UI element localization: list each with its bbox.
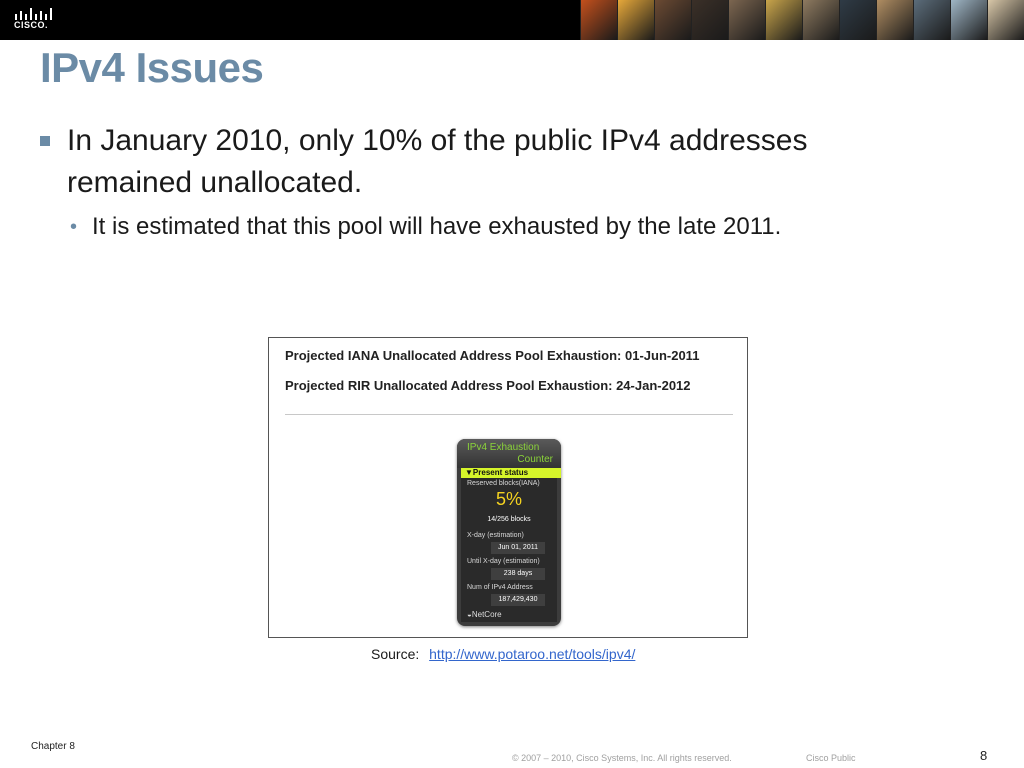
rir-projection: Projected RIR Unallocated Address Pool Exhaustion: 24-Jan-2012	[285, 378, 691, 393]
widget-title: IPv4 Exhaustion	[467, 442, 540, 453]
widget-subtitle: Counter	[517, 454, 553, 465]
square-bullet-icon	[40, 136, 50, 146]
banner-photo	[987, 0, 1024, 40]
divider	[285, 414, 733, 415]
banner-photo	[802, 0, 839, 40]
source-line	[371, 646, 635, 662]
widget-body	[461, 478, 557, 622]
widget-header	[457, 439, 561, 468]
reserved-blocks-label: Reserved blocks(IANA)	[467, 480, 540, 487]
slide-title: IPv4 Issues	[40, 44, 264, 91]
sub-bullet-text: It is estimated that this pool will have exhausted by the late 2011.	[92, 213, 782, 240]
source-link[interactable]: http://www.potaroo.net/tools/ipv4/	[429, 646, 636, 662]
page-number: 8	[980, 748, 988, 763]
source-label: Source:	[371, 646, 420, 662]
classification-label: Cisco Public	[806, 753, 856, 763]
iana-projection: Projected IANA Unallocated Address Pool Exhaustion: 01-Jun-2011	[285, 348, 700, 363]
banner-photo	[913, 0, 950, 40]
blocks-count: 14/256 blocks	[487, 516, 531, 523]
bullet-text: In January 2010, only 10% of the public IPv4 addresses remained unallocated.	[67, 124, 808, 199]
banner-photo	[765, 0, 802, 40]
banner-photo	[691, 0, 728, 40]
copyright-notice: © 2007 – 2010, Cisco Systems, Inc. All rights reserved.	[512, 753, 732, 763]
bullet-level-2	[70, 210, 970, 244]
num-address-value: 187,429,430	[491, 594, 545, 606]
banner-photo	[654, 0, 691, 40]
reserved-percent: 5%	[495, 489, 522, 509]
banner-photo	[839, 0, 876, 40]
xday-value: Jun 01, 2011	[491, 542, 545, 554]
banner-photo	[876, 0, 913, 40]
until-xday-label: Until X-day (estimation)	[467, 558, 540, 565]
ipv4-exhaustion-counter-widget	[457, 439, 561, 626]
netcore-brand: ◒NetCore	[467, 610, 502, 619]
logo-wordmark: CISCO.	[14, 20, 49, 30]
top-banner	[0, 0, 1024, 40]
banner-photo	[580, 0, 617, 40]
photo-strip	[580, 0, 1024, 40]
chapter-label: Chapter 8	[31, 741, 75, 752]
banner-photo	[728, 0, 765, 40]
num-address-label: Num of IPv4 Address	[467, 584, 533, 591]
netcore-brand-text: NetCore	[471, 610, 502, 619]
exhaustion-screenshot	[268, 337, 748, 638]
bullet-level-1	[40, 120, 940, 204]
until-xday-value: 238 days	[491, 568, 545, 580]
banner-photo	[617, 0, 654, 40]
xday-label: X-day (estimation)	[467, 532, 524, 539]
present-status-bar: ▼Present status	[461, 468, 561, 478]
round-bullet-icon: •	[70, 216, 78, 238]
banner-photo	[950, 0, 987, 40]
